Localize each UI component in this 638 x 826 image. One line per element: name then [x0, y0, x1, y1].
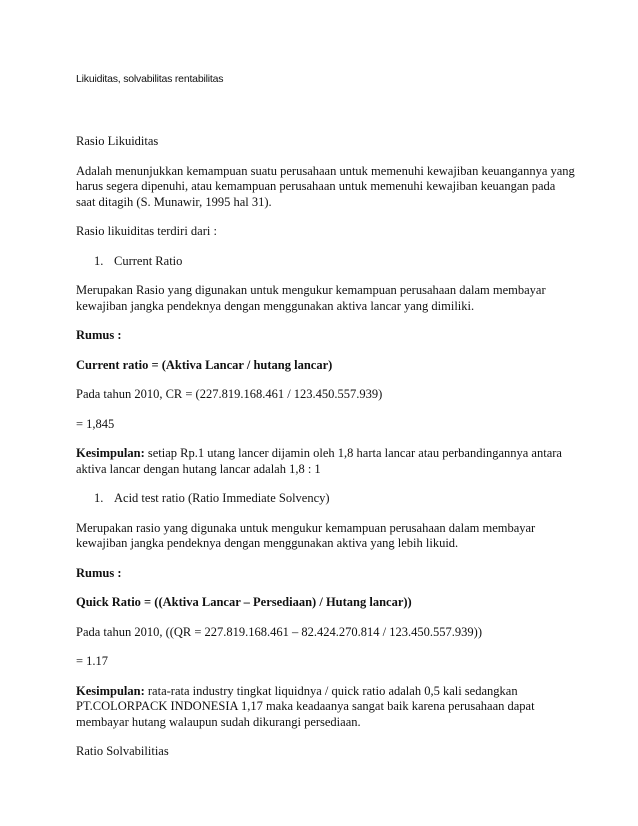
- list-item-current-ratio: [76, 254, 576, 270]
- document-header: Likuiditas, solvabilitas rentabilitas: [76, 73, 224, 85]
- current-ratio-calculation: Pada tahun 2010, CR = (227.819.168.461 / 123.450.557.939): [76, 387, 383, 401]
- current-ratio-result: = 1,845: [76, 416, 115, 431]
- list-label: Acid test ratio (Ratio Immediate Solvency): [114, 491, 330, 505]
- kesimpulan-text: setiap Rp.1 utang lancer dijamin oleh 1,8 harta lancar atau perbandingannya antara aktiva lancar dengan hutang lancar adalah 1,8 : 1: [76, 446, 562, 476]
- list-number: 1.: [94, 491, 104, 505]
- paragraph-definition: Adalah menunjukkan kemampuan suatu perusahaan untuk memenuhi kewajiban keuangannya yang harus segera dipenuhi, atau kemampuan perusahaan untuk memenuhi kewajiban keuangan pada saat ditagih (S. Munawir, 1995 hal 31).: [76, 163, 575, 209]
- paragraph-kesimpulan-2: [76, 684, 576, 731]
- document-page: [76, 72, 576, 774]
- list-label: Current Ratio: [114, 253, 183, 268]
- list-number: 1.: [94, 253, 104, 268]
- quick-ratio-result: = 1.17: [76, 654, 109, 668]
- quick-ratio-formula: Quick Ratio = ((Aktiva Lancar – Persediaan) / Hutang lancar)): [76, 595, 412, 609]
- paragraph-terdiri: Rasio likuiditas terdiri dari :: [76, 224, 217, 238]
- heading-ratio-solvabilitas: Ratio Solvabilitias: [76, 744, 169, 758]
- kesimpulan-text: rata-rata industry tingkat liquidnya / quick ratio adalah 0,5 kali sedangkan PT.COLORPACK INDONESIA 1,17 maka keadaanya sangat baik karena perusahaan dapat membayar hutang walaupun sudah dikurangi persediaan.: [76, 683, 535, 729]
- document-body: [76, 134, 576, 760]
- kesimpulan-label: Kesimpulan:: [76, 446, 145, 460]
- quick-ratio-calculation: Pada tahun 2010, ((QR = 227.819.168.461 – 82.424.270.814 / 123.450.557.939)): [76, 624, 482, 639]
- heading-rasio-likuiditas: Rasio Likuiditas: [76, 134, 159, 148]
- paragraph-current-desc: Merupakan Rasio yang digunakan untuk mengukur kemampuan perusahaan dalam membayar kewajiban jangka pendeknya dengan menggunakan aktiva lancar yang dimiliki.: [76, 283, 546, 313]
- current-ratio-formula: Current ratio = (Aktiva Lancar / hutang lancar): [76, 357, 333, 372]
- list-item-acid-test: [76, 491, 576, 507]
- rumus-label-1: Rumus :: [76, 328, 122, 342]
- kesimpulan-label: Kesimpulan:: [76, 683, 145, 698]
- paragraph-kesimpulan-1: [76, 446, 576, 477]
- rumus-label-2: Rumus :: [76, 565, 122, 580]
- paragraph-acid-desc: Merupakan rasio yang digunaka untuk mengukur kemampuan perusahaan dalam membayar kewajiban jangka pendeknya dengan menggunakan aktiva yang lebih likuid.: [76, 520, 536, 550]
